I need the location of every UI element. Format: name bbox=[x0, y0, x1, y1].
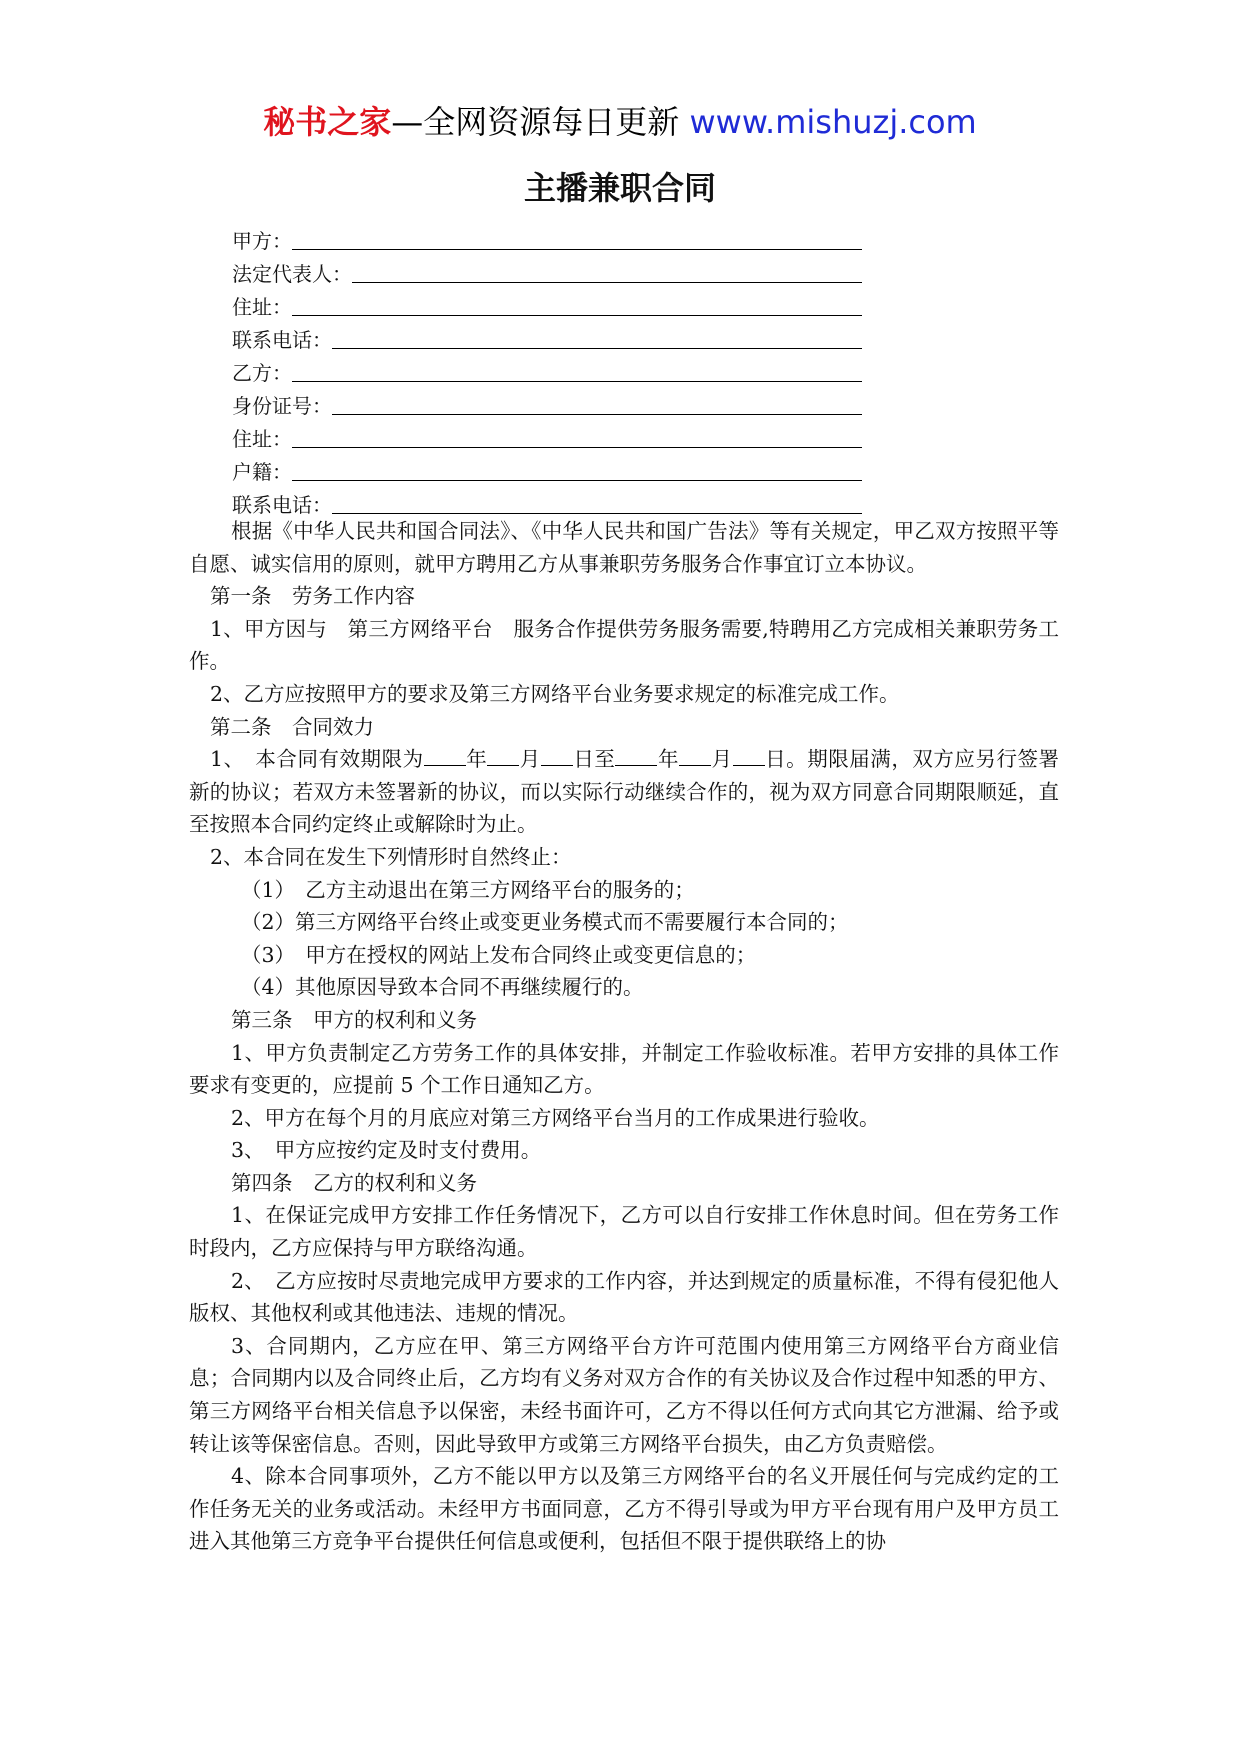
article-1-clause-1: 1、甲方因与 第三方网络平台 服务合作提供劳务服务需要,特聘用乙方完成相关兼职劳务工作。 bbox=[189, 616, 1059, 674]
blank-day[interactable] bbox=[541, 743, 573, 766]
article-4-clause-4: 4、除本合同事项外，乙方不能以甲方以及第三方网络平台的名义开展任何与完成约定的工作任务无关的业务或活动。未经甲方书面同意，乙方不得引导或为甲方平台现有用户及甲方员工进入其他第三方竞争平台提供任何信息或便利，包括但不限于提供联络上的协 bbox=[189, 1464, 1059, 1554]
fill-line[interactable] bbox=[332, 390, 862, 415]
clause-text: 年 bbox=[465, 747, 488, 772]
fill-line[interactable] bbox=[292, 357, 862, 382]
slogan: —全网资源每日更新 bbox=[391, 103, 680, 141]
site-banner bbox=[0, 100, 1240, 144]
field-label: 户籍： bbox=[232, 460, 292, 484]
article-4-title: 第四条 乙方的权利和义务 bbox=[231, 1170, 477, 1195]
document-title: 主播兼职合同 bbox=[523, 169, 716, 207]
party-fields bbox=[232, 222, 862, 519]
field-label: 甲方： bbox=[232, 229, 292, 253]
field-label: 住址： bbox=[232, 427, 292, 451]
termination-item: （2）第三方网络平台终止或变更业务模式而不需要履行本合同的； bbox=[241, 910, 849, 935]
article-1-clause-2: 2、乙方应按照甲方的要求及第三方网络平台业务要求规定的标准完成工作。 bbox=[210, 681, 900, 706]
field-id-number bbox=[232, 387, 862, 420]
termination-item: （4）其他原因导致本合同不再继续履行的。 bbox=[241, 975, 644, 1000]
field-address-b bbox=[232, 420, 862, 453]
contract-body bbox=[189, 515, 1059, 1558]
article-2-clause-2: 2、本合同在发生下列情形时自然终止： bbox=[210, 844, 572, 869]
brand-name: 秘书之家 bbox=[263, 103, 392, 141]
fill-line[interactable] bbox=[332, 489, 862, 514]
blank-year-end[interactable] bbox=[615, 743, 657, 766]
blank-year[interactable] bbox=[424, 743, 466, 766]
article-3-clause-1: 1、甲方负责制定乙方劳务工作的具体安排，并制定工作验收标准。若甲方安排的具体工作要求有变更的，应提前 5 个工作日通知乙方。 bbox=[189, 1040, 1059, 1098]
article-4-clause-3: 3、合同期内，乙方应在甲、第三方网络平台方许可范围内使用第三方网络平台方商业信息；合同期内以及合同终止后，乙方均有义务对双方合作的有关协议及合作过程中知悉的甲方、第三方网络平台相关信息予以保密，未经书面许可，乙方不得以任何方式向其它方泄漏、给予或转让该等保密信息。否则，因此导致甲方或第三方网络平台损失，由乙方负责赔偿。 bbox=[189, 1333, 1059, 1456]
field-party-b bbox=[232, 354, 862, 387]
field-household bbox=[232, 453, 862, 486]
site-url[interactable]: www.mishuzj.com bbox=[689, 103, 977, 141]
fill-line[interactable] bbox=[352, 258, 862, 283]
blank-month[interactable] bbox=[487, 743, 519, 766]
clause-text: 年 bbox=[657, 747, 680, 772]
field-address-a bbox=[232, 288, 862, 321]
field-label: 乙方： bbox=[232, 361, 292, 385]
clause-text: 月 bbox=[711, 747, 733, 772]
clause-text: 日。期限届满，双方应另行签署新的协议；若双方未签署新的协议，而以实际行动继续合作的，视为双方同意合同期限顺延，直至按照本合同约定终止或解除时为止。 bbox=[189, 747, 1060, 837]
article-4-clause-2: 2、 乙方应按时尽责地完成甲方要求的工作内容，并达到规定的质量标准，不得有侵犯他人版权、其他权利或其他违法、违规的情况。 bbox=[189, 1268, 1059, 1326]
field-party-a bbox=[232, 222, 862, 255]
article-2-title: 第二条 合同效力 bbox=[210, 714, 374, 739]
termination-item: （3） 甲方在授权的网站上发布合同终止或变更信息的； bbox=[241, 942, 757, 967]
preamble: 根据《中华人民共和国合同法》、《中华人民共和国广告法》等有关规定，甲乙双方按照平等自愿、诚实信用的原则，就甲方聘用乙方从事兼职劳务服务合作事宜订立本协议。 bbox=[189, 519, 1059, 576]
article-2-clause-1 bbox=[189, 743, 1059, 841]
field-label: 联系电话： bbox=[232, 493, 332, 517]
field-label: 身份证号： bbox=[232, 394, 332, 418]
fill-line[interactable] bbox=[292, 423, 862, 448]
termination-item: （1） 乙方主动退出在第三方网络平台的服务的； bbox=[241, 877, 695, 902]
field-label: 住址： bbox=[232, 295, 292, 319]
clause-text: 日至 bbox=[572, 747, 616, 772]
article-3-clause-2: 2、甲方在每个月的月底应对第三方网络平台当月的工作成果进行验收。 bbox=[231, 1105, 880, 1130]
fill-line[interactable] bbox=[292, 456, 862, 481]
article-4-clause-1: 1、在保证完成甲方安排工作任务情况下，乙方可以自行安排工作休息时间。但在劳务工作时段内，乙方应保持与甲方联络沟通。 bbox=[189, 1203, 1059, 1261]
blank-month-end[interactable] bbox=[679, 743, 711, 766]
article-3-clause-3: 3、 甲方应按约定及时支付费用。 bbox=[231, 1138, 542, 1163]
clause-text: 月 bbox=[519, 747, 541, 772]
article-3-title: 第三条 甲方的权利和义务 bbox=[231, 1007, 477, 1032]
fill-line[interactable] bbox=[292, 291, 862, 316]
field-label: 法定代表人： bbox=[232, 262, 352, 286]
blank-day-end[interactable] bbox=[733, 743, 765, 766]
fill-line[interactable] bbox=[292, 225, 862, 250]
clause-text: 1、 本合同有效期限为 bbox=[210, 747, 424, 772]
field-phone-a bbox=[232, 321, 862, 354]
field-label: 联系电话： bbox=[232, 328, 332, 352]
field-legal-rep bbox=[232, 255, 862, 288]
fill-line[interactable] bbox=[332, 324, 862, 349]
article-1-title: 第一条 劳务工作内容 bbox=[210, 584, 415, 609]
